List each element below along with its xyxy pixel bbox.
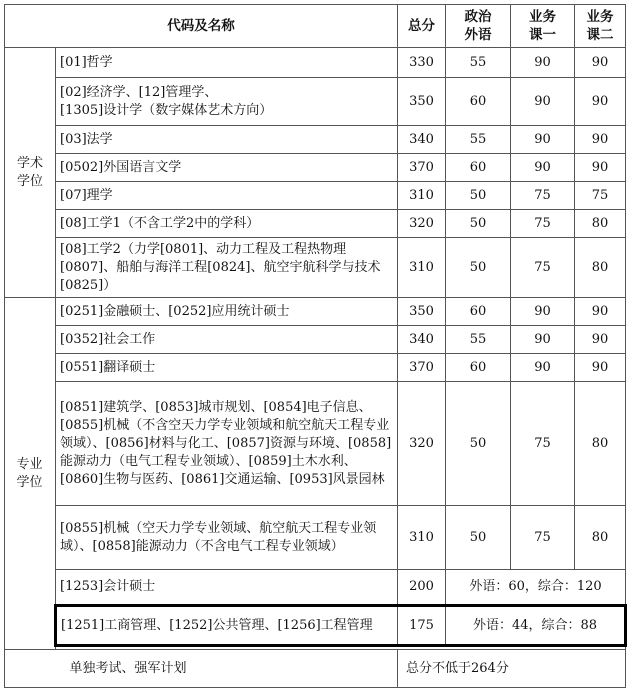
program-name: [0352]社会工作 [56,326,398,354]
course2-score: 80 [575,238,626,298]
program-name: [0251]金融硕士、[0252]应用统计硕士 [56,298,398,326]
course1-score: 90 [511,154,575,182]
table-row [5,48,626,78]
table-row [5,154,626,182]
course1-score: 90 [511,48,575,78]
program-name: [1253]会计硕士 [56,570,398,606]
total-score: 340 [398,326,446,354]
table-row [5,78,626,126]
total-score: 310 [398,506,446,570]
footer-row [5,650,626,688]
politics-foreign-score: 60 [446,354,511,382]
header-code-name: 代码及名称 [5,5,398,48]
program-name: [03]法学 [56,126,398,154]
course2-score: 80 [575,506,626,570]
politics-foreign-score: 55 [446,126,511,154]
politics-foreign-score: 55 [446,326,511,354]
table-row [5,210,626,238]
program-name: [08]工学1（不含工学2中的学科） [56,210,398,238]
total-score: 320 [398,210,446,238]
total-score: 350 [398,78,446,126]
total-score: 350 [398,298,446,326]
header-course2: 业务 课二 [575,5,626,48]
course2-score: 90 [575,298,626,326]
politics-foreign-score: 50 [446,506,511,570]
table-row [5,354,626,382]
politics-foreign-score: 60 [446,298,511,326]
total-score: 370 [398,354,446,382]
professional-degree-label: 专业 学位 [5,298,56,650]
politics-foreign-score: 60 [446,78,511,126]
course2-score: 90 [575,126,626,154]
header-row [5,5,626,48]
course1-score: 90 [511,326,575,354]
course1-score: 75 [511,506,575,570]
combined-score: 外语：44，综合：88 [446,606,626,646]
table-row [5,382,626,506]
course1-score: 90 [511,78,575,126]
total-score: 310 [398,238,446,298]
course1-score: 75 [511,238,575,298]
program-name: [0502]外国语言文学 [56,154,398,182]
program-name: [0851]建筑学、[0853]城市规划、[0854]电子信息、[0855]机械（不含空天力学专业领域和航空航天工程专业领域）、[0856]材料与化工、[0857]资源与环境、[0858]能源动力（电气工程专业领域）、[0859]土木水利、[0860]生物与医药、[0861]交通运输、[0953]风景园林 [56,382,398,506]
program-name: [07]理学 [56,182,398,210]
course1-score: 75 [511,210,575,238]
politics-foreign-score: 50 [446,182,511,210]
program-name: [08]工学2（力学[0801]、动力工程及工程热物理[0807]、船舶与海洋工程[0824]、航空宇航科学与技术[0825]） [56,238,398,298]
combined-score: 外语：60，综合：120 [446,570,626,606]
program-name: [0551]翻译硕士 [56,354,398,382]
course1-score: 90 [511,298,575,326]
total-score: 320 [398,382,446,506]
table-row [5,570,626,606]
table-row [5,298,626,326]
footer-left: 单独考试、强军计划 [5,650,398,688]
header-total: 总分 [398,5,446,48]
total-score: 370 [398,154,446,182]
politics-foreign-score: 50 [446,382,511,506]
course1-score: 90 [511,126,575,154]
table-row [5,326,626,354]
course2-score: 90 [575,326,626,354]
course1-score: 75 [511,382,575,506]
total-score: 340 [398,126,446,154]
header-politics-foreign: 政治 外语 [446,5,511,48]
program-name: [02]经济学、[12]管理学、 [1305]设计学（数字媒体艺术方向） [56,78,398,126]
header-course1: 业务 课一 [511,5,575,48]
politics-foreign-score: 60 [446,154,511,182]
course2-score: 90 [575,78,626,126]
course2-score: 90 [575,354,626,382]
course1-score: 90 [511,354,575,382]
politics-foreign-score: 50 [446,238,511,298]
table-row [5,238,626,298]
course1-score: 75 [511,182,575,210]
program-name: [01]哲学 [56,48,398,78]
footer-right: 总分不低于264分 [398,650,626,688]
total-score: 310 [398,182,446,210]
total-score: 200 [398,570,446,606]
table-row [5,506,626,570]
program-name: [0855]机械（空天力学专业领域、航空航天工程专业领域）、[0858]能源动力（不含电气工程专业领域） [56,506,398,570]
course2-score: 80 [575,210,626,238]
politics-foreign-score: 55 [446,48,511,78]
politics-foreign-score: 50 [446,210,511,238]
table-row [5,126,626,154]
score-table [4,4,627,688]
course2-score: 90 [575,48,626,78]
academic-degree-label: 学术 学位 [5,48,56,298]
table-row [5,182,626,210]
program-name: [1251]工商管理、[1252]公共管理、[1256]工程管理 [56,606,398,646]
course2-score: 80 [575,382,626,506]
total-score: 330 [398,48,446,78]
total-score: 175 [398,606,446,646]
course2-score: 90 [575,154,626,182]
course2-score: 75 [575,182,626,210]
table-row-highlighted [5,606,626,646]
